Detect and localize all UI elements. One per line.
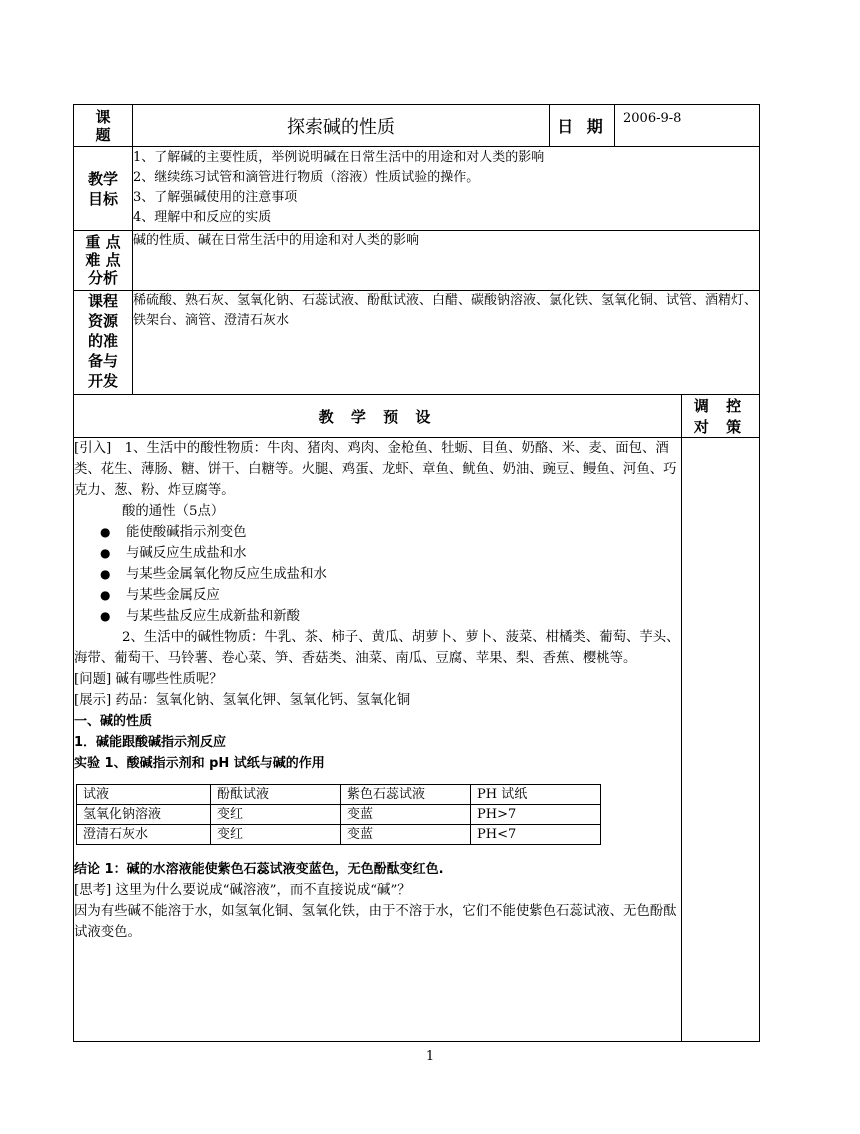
table-cell: 试液 (77, 785, 211, 805)
objective-item: 4、理解中和反应的实质 (133, 210, 272, 225)
lesson-body (74, 438, 682, 1042)
acid-props-title: 酸的通性（5点） (122, 504, 225, 519)
key-points-text: 碱的性质、碱在日常生活中的用途和对人类的影响 (133, 231, 760, 291)
objectives-label: 教学 目标 (74, 147, 133, 231)
date-value: 2006-9-8 (615, 105, 760, 147)
table-cell: PH>7 (471, 805, 601, 825)
experiment-table (76, 784, 601, 845)
key-points-label: 重 点 难 点 分析 (74, 231, 133, 291)
lesson-plan-table (73, 104, 760, 1042)
table-cell: 酚酞试液 (211, 785, 341, 805)
table-row (77, 805, 601, 825)
subsection-heading: 1．碱能跟酸碱指示剂反应 (74, 735, 227, 750)
table-cell: 变红 (211, 825, 341, 845)
acid-props-list (74, 522, 681, 627)
list-item: ● 能使酸碱指示剂变色 (100, 522, 681, 543)
table-row (77, 825, 601, 845)
list-item: ● 与某些金属反应 (100, 585, 681, 606)
resources-text: 稀硫酸、熟石灰、氢氧化钠、石蕊试液、酚酞试液、白醋、碳酸钠溶液、氯化铁、氢氧化铜、试管、酒精灯、铁架台、滴管、澄清石灰水 (133, 291, 760, 395)
lesson-plan (73, 104, 759, 1042)
display-text: [展示] 药品：氢氧化钠、氢氧化钾、氢氧化钙、氢氧化铜 (74, 693, 411, 708)
experiment-heading: 实验 1、酸碱指示剂和 pH 试纸与碱的作用 (74, 756, 325, 771)
table-cell: 氢氧化钠溶液 (77, 805, 211, 825)
list-item: ● 与某些金属氧化物反应生成盐和水 (100, 564, 681, 585)
alkaline-paragraph: 2、生活中的碱性物质：牛乳、茶、柿子、黄瓜、胡萝卜、萝卜、菠菜、柑橘类、葡萄、芋头、海带、葡萄干、马铃薯、卷心菜、笋、香菇类、油菜、南瓜、豆腐、苹果、梨、香蕉、樱桃等。 (74, 630, 680, 666)
page-number: 1 (425, 1049, 435, 1064)
table-cell: 变红 (211, 805, 341, 825)
objective-item: 1、了解碱的主要性质，举例说明碱在日常生活中的用途和对人类的影响 (133, 150, 545, 165)
intro-paragraph: [引入] 1、生活中的酸性物质：牛肉、猪肉、鸡肉、金枪鱼、牡蛎、目鱼、奶酪、米、麦、面包、酒类、花生、薄肠、糖、饼干、白糖等。火腿、鸡蛋、龙虾、章鱼、鱿鱼、奶油、豌豆、鳗鱼、河鱼、巧克力、葱、粉、炸豆腐等。 (74, 441, 677, 498)
question-text: [问题] 碱有哪些性质呢？ (74, 672, 223, 687)
date-label: 日 期 (550, 105, 615, 147)
section-header-strategy: 调 控 对 策 (682, 395, 760, 438)
resources-label: 课程 资源 的准 备与 开发 (74, 291, 133, 395)
table-row (77, 785, 601, 805)
table-cell: 变蓝 (341, 805, 471, 825)
table-cell: PH<7 (471, 825, 601, 845)
think-text: [思考] 这里为什么要说成“碱溶液”，而不直接说成“碱”？ (74, 883, 411, 898)
topic-label: 课 题 (74, 105, 133, 147)
objective-item: 3、了解强碱使用的注意事项 (133, 190, 298, 205)
list-item: ● 与某些盐反应生成新盐和新酸 (100, 606, 681, 627)
objective-item: 2、继续练习试管和滴管进行物质（溶液）性质试验的操作。 (133, 170, 480, 185)
table-cell: 澄清石灰水 (77, 825, 211, 845)
table-cell: 变蓝 (341, 825, 471, 845)
explain-text: 因为有些碱不能溶于水，如氢氧化铜、氢氧化铁，由于不溶于水，它们不能使紫色石蕊试液、无色酚酞试液变色。 (74, 904, 677, 940)
conclusion-text: 结论 1：碱的水溶液能使紫色石蕊试液变蓝色，无色酚酞变红色. (74, 862, 444, 877)
table-cell: PH 试纸 (471, 785, 601, 805)
list-item: ● 与碱反应生成盐和水 (100, 543, 681, 564)
strategy-column (682, 438, 760, 1042)
lesson-title: 探索碱的性质 (133, 105, 550, 147)
objectives-list (133, 147, 760, 231)
section-header-plan: 教 学 预 设 (74, 395, 682, 438)
table-cell: 紫色石蕊试液 (341, 785, 471, 805)
section-heading: 一、碱的性质 (74, 714, 153, 729)
